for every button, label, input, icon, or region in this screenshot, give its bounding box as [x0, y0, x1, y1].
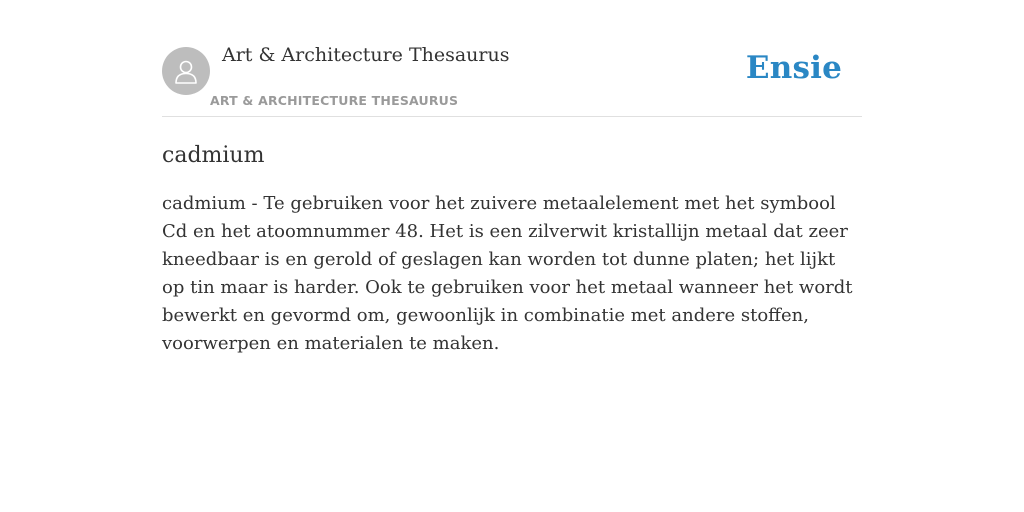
source-name[interactable]: Art & Architecture Thesaurus	[222, 44, 510, 66]
entry-header	[162, 0, 862, 117]
user-outline-icon	[171, 56, 201, 86]
ensie-logo[interactable]: Ensie	[745, 50, 842, 86]
entry-card	[162, 0, 862, 358]
source-subtitle[interactable]: ART & ARCHITECTURE THESAURUS	[210, 93, 459, 108]
entry-definition: cadmium - Te gebruiken voor het zuivere metaalelement met het symbool Cd en het atoomnummer 48. Het is een zilverwit kristallijn metaal dat zeer kneedbaar is en gerold of geslagen kan worden tot dunne platen; het lijkt op tin maar is harder. Ook te gebruiken voor het metaal wanneer het wordt bewerkt en gevormd om, gewoonlijk in combinatie met andere stoffen, voorwerpen en materialen te maken.	[162, 193, 853, 354]
avatar[interactable]	[162, 47, 210, 95]
entry-term: cadmium	[162, 143, 265, 168]
